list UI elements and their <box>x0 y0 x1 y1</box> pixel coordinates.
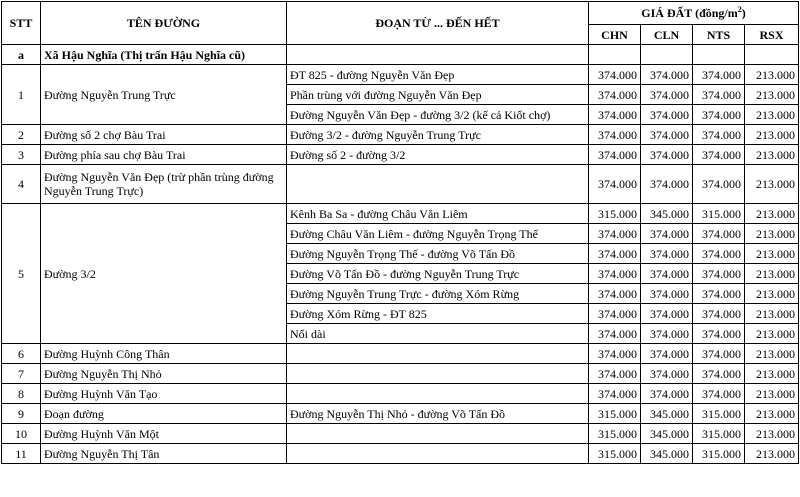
table-row <box>2 404 799 424</box>
row-cln: 374.000 <box>641 125 693 145</box>
row-segment: Nối dài <box>287 324 589 344</box>
header-gia-dat-sup: 2 <box>737 5 742 14</box>
row-segment: ĐT 825 - đường Nguyễn Văn Đẹp <box>287 65 589 85</box>
row-chn: 374.000 <box>589 65 641 85</box>
row-name: Đường Nguyễn Thị Nhỏ <box>41 364 287 384</box>
row-segment: Đường Nguyễn Trọng Thế - đường Võ Tấn Đồ <box>287 244 589 264</box>
row-segment <box>287 165 589 204</box>
row-rsx: 213.000 <box>745 65 799 85</box>
table-row <box>2 444 799 464</box>
row-name: Đường Nguyễn Trung Trực <box>41 65 287 125</box>
section-name: Xã Hậu Nghĩa (Thị trấn Hậu Nghĩa cũ) <box>41 45 287 65</box>
header-doan: ĐOẠN TỪ ... ĐẾN HẾT <box>287 2 589 45</box>
header-gia-dat <box>589 2 799 25</box>
row-stt: 4 <box>2 165 41 204</box>
row-rsx: 213.000 <box>745 344 799 364</box>
row-name: Đường Nguyễn Văn Đẹp (trừ phần trùng đường Nguyễn Trung Trực) <box>41 165 287 204</box>
row-rsx: 213.000 <box>745 284 799 304</box>
row-segment: Đường Nguyễn Trung Trực - đường Xóm Rừng <box>287 284 589 304</box>
row-chn: 374.000 <box>589 85 641 105</box>
row-name: Đường 3/2 <box>41 204 287 344</box>
row-chn: 374.000 <box>589 145 641 165</box>
row-chn: 374.000 <box>589 105 641 125</box>
row-rsx: 213.000 <box>745 224 799 244</box>
row-segment: Phần trùng với đường Nguyễn Văn Đẹp <box>287 85 589 105</box>
row-rsx: 213.000 <box>745 444 799 464</box>
cell-empty <box>589 45 641 65</box>
row-stt: 10 <box>2 424 41 444</box>
row-name: Đường Huỳnh Công Thân <box>41 344 287 364</box>
row-stt: 2 <box>2 125 41 145</box>
row-nts: 374.000 <box>693 304 745 324</box>
row-rsx: 213.000 <box>745 424 799 444</box>
row-chn: 374.000 <box>589 364 641 384</box>
row-stt: 7 <box>2 364 41 384</box>
row-cln: 374.000 <box>641 65 693 85</box>
cell-empty <box>641 45 693 65</box>
row-nts: 374.000 <box>693 145 745 165</box>
row-nts: 315.000 <box>693 444 745 464</box>
table-row <box>2 364 799 384</box>
row-cln: 345.000 <box>641 424 693 444</box>
row-name: Đường phía sau chợ Bàu Trai <box>41 145 287 165</box>
row-segment: Đường Võ Tấn Đồ - đường Nguyễn Trung Trực <box>287 264 589 284</box>
row-segment <box>287 344 589 364</box>
row-nts: 374.000 <box>693 324 745 344</box>
row-name: Đường Huỳnh Văn Một <box>41 424 287 444</box>
row-stt: 5 <box>2 204 41 344</box>
row-chn: 374.000 <box>589 384 641 404</box>
table-row <box>2 384 799 404</box>
row-cln: 374.000 <box>641 85 693 105</box>
row-rsx: 213.000 <box>745 85 799 105</box>
row-name: Đoạn đường <box>41 404 287 424</box>
row-chn: 374.000 <box>589 344 641 364</box>
row-rsx: 213.000 <box>745 304 799 324</box>
row-rsx: 213.000 <box>745 145 799 165</box>
row-segment: Đường Châu Văn Liêm - đường Nguyễn Trọng Thế <box>287 224 589 244</box>
table-row <box>2 204 799 224</box>
row-nts: 374.000 <box>693 364 745 384</box>
row-nts: 374.000 <box>693 384 745 404</box>
row-cln: 374.000 <box>641 224 693 244</box>
row-segment: Đường Nguyễn Thị Nhỏ - đường Võ Tấn Đồ <box>287 404 589 424</box>
row-stt: 8 <box>2 384 41 404</box>
row-nts: 374.000 <box>693 284 745 304</box>
header-ten-duong: TÊN ĐƯỜNG <box>41 2 287 45</box>
row-cln: 374.000 <box>641 344 693 364</box>
table-row <box>2 65 799 85</box>
table-row <box>2 125 799 145</box>
row-nts: 315.000 <box>693 424 745 444</box>
row-segment: Đường Xóm Rừng - ĐT 825 <box>287 304 589 324</box>
row-cln: 374.000 <box>641 105 693 125</box>
row-rsx: 213.000 <box>745 165 799 204</box>
header-gia-dat-prefix: GIÁ ĐẤT (đồng/m <box>641 6 738 20</box>
row-rsx: 213.000 <box>745 384 799 404</box>
row-name: Đường Huỳnh Văn Tạo <box>41 384 287 404</box>
row-stt: 9 <box>2 404 41 424</box>
row-cln: 374.000 <box>641 364 693 384</box>
row-cln: 345.000 <box>641 404 693 424</box>
row-cln: 374.000 <box>641 145 693 165</box>
row-name: Đường số 2 chợ Bàu Trai <box>41 125 287 145</box>
row-nts: 374.000 <box>693 165 745 204</box>
row-chn: 315.000 <box>589 404 641 424</box>
row-stt: 11 <box>2 444 41 464</box>
header-chn: CHN <box>589 25 641 45</box>
row-nts: 374.000 <box>693 264 745 284</box>
row-segment: Đường 3/2 - đường Nguyễn Trung Trực <box>287 125 589 145</box>
row-cln: 374.000 <box>641 244 693 264</box>
cell-empty <box>287 45 589 65</box>
row-nts: 374.000 <box>693 85 745 105</box>
row-segment <box>287 444 589 464</box>
table-row <box>2 165 799 204</box>
row-chn: 374.000 <box>589 284 641 304</box>
row-nts: 315.000 <box>693 404 745 424</box>
row-cln: 374.000 <box>641 264 693 284</box>
row-nts: 374.000 <box>693 125 745 145</box>
row-nts: 315.000 <box>693 204 745 224</box>
row-cln: 374.000 <box>641 324 693 344</box>
header-gia-dat-suffix: ) <box>741 6 746 20</box>
row-nts: 374.000 <box>693 244 745 264</box>
row-chn: 374.000 <box>589 324 641 344</box>
row-rsx: 213.000 <box>745 105 799 125</box>
row-rsx: 213.000 <box>745 404 799 424</box>
row-segment: Kênh Ba Sa - đường Châu Văn Liêm <box>287 204 589 224</box>
row-cln: 345.000 <box>641 204 693 224</box>
row-chn: 374.000 <box>589 125 641 145</box>
table-row <box>2 145 799 165</box>
row-nts: 374.000 <box>693 224 745 244</box>
row-cln: 345.000 <box>641 444 693 464</box>
row-rsx: 213.000 <box>745 264 799 284</box>
cell-empty <box>693 45 745 65</box>
header-rsx: RSX <box>745 25 799 45</box>
row-name: Đường Nguyễn Thị Tân <box>41 444 287 464</box>
row-rsx: 213.000 <box>745 324 799 344</box>
row-chn: 374.000 <box>589 264 641 284</box>
row-chn: 374.000 <box>589 224 641 244</box>
row-chn: 374.000 <box>589 244 641 264</box>
row-nts: 374.000 <box>693 105 745 125</box>
cell-empty <box>745 45 799 65</box>
row-segment <box>287 384 589 404</box>
row-cln: 374.000 <box>641 165 693 204</box>
row-stt: 6 <box>2 344 41 364</box>
row-stt: 1 <box>2 65 41 125</box>
row-rsx: 213.000 <box>745 204 799 224</box>
row-cln: 374.000 <box>641 384 693 404</box>
row-chn: 315.000 <box>589 204 641 224</box>
row-chn: 374.000 <box>589 165 641 204</box>
row-nts: 374.000 <box>693 65 745 85</box>
row-segment: Đường số 2 - đường 3/2 <box>287 145 589 165</box>
row-chn: 315.000 <box>589 424 641 444</box>
section-stt: a <box>2 45 41 65</box>
row-rsx: 213.000 <box>745 364 799 384</box>
header-stt: STT <box>2 2 41 45</box>
row-segment <box>287 364 589 384</box>
table-row <box>2 344 799 364</box>
header-cln: CLN <box>641 25 693 45</box>
header-nts: NTS <box>693 25 745 45</box>
row-segment: Đường Nguyễn Văn Đẹp - đường 3/2 (kể cả Kiốt chợ) <box>287 105 589 125</box>
land-price-table <box>1 1 799 464</box>
row-chn: 374.000 <box>589 304 641 324</box>
row-cln: 374.000 <box>641 304 693 324</box>
row-nts: 374.000 <box>693 344 745 364</box>
row-cln: 374.000 <box>641 284 693 304</box>
row-rsx: 213.000 <box>745 125 799 145</box>
section-row <box>2 45 799 65</box>
row-segment <box>287 424 589 444</box>
row-chn: 315.000 <box>589 444 641 464</box>
row-stt: 3 <box>2 145 41 165</box>
table-row <box>2 424 799 444</box>
row-rsx: 213.000 <box>745 244 799 264</box>
